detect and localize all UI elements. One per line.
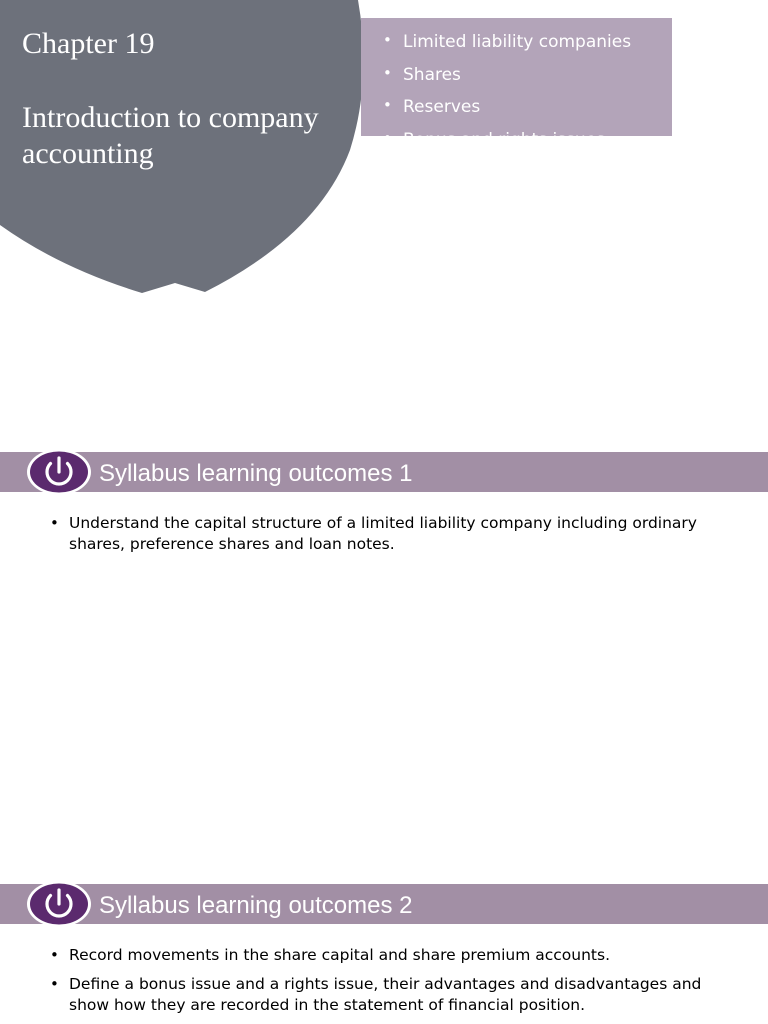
topic-item: • Limited liability companies — [381, 26, 672, 59]
section-banner-1 — [0, 452, 768, 492]
chapter-subtitle: Introduction to company accounting — [22, 101, 319, 170]
chapter-number: Chapter 19 — [22, 27, 155, 60]
topic-item: • Shares — [381, 59, 672, 92]
outcomes-list-1 — [0, 513, 768, 563]
title-slide — [0, 0, 768, 420]
section-title: Syllabus learning outcomes 2 — [99, 892, 413, 919]
section-title: Syllabus learning outcomes 1 — [99, 460, 413, 487]
topic-item: • Bonus and rights issues — [381, 124, 672, 157]
topic-item: • Reserves — [381, 91, 672, 124]
outcome-item: • Record movements in the share capital and share premium accounts. — [0, 945, 768, 966]
power-icon — [26, 880, 92, 928]
power-icon — [26, 448, 92, 496]
topics-box — [361, 18, 672, 150]
topics-list — [361, 18, 672, 156]
outcome-item: • Define a bonus issue and a rights issue, their advantages and disadvantages and show how they are recorded in the statement of financial position. — [0, 974, 768, 1016]
outcomes-list-2 — [0, 945, 768, 1024]
outcome-item: • Understand the capital structure of a limited liability company including ordinary shares, preference shares and loan notes. — [0, 513, 768, 555]
section-banner-2 — [0, 884, 768, 924]
